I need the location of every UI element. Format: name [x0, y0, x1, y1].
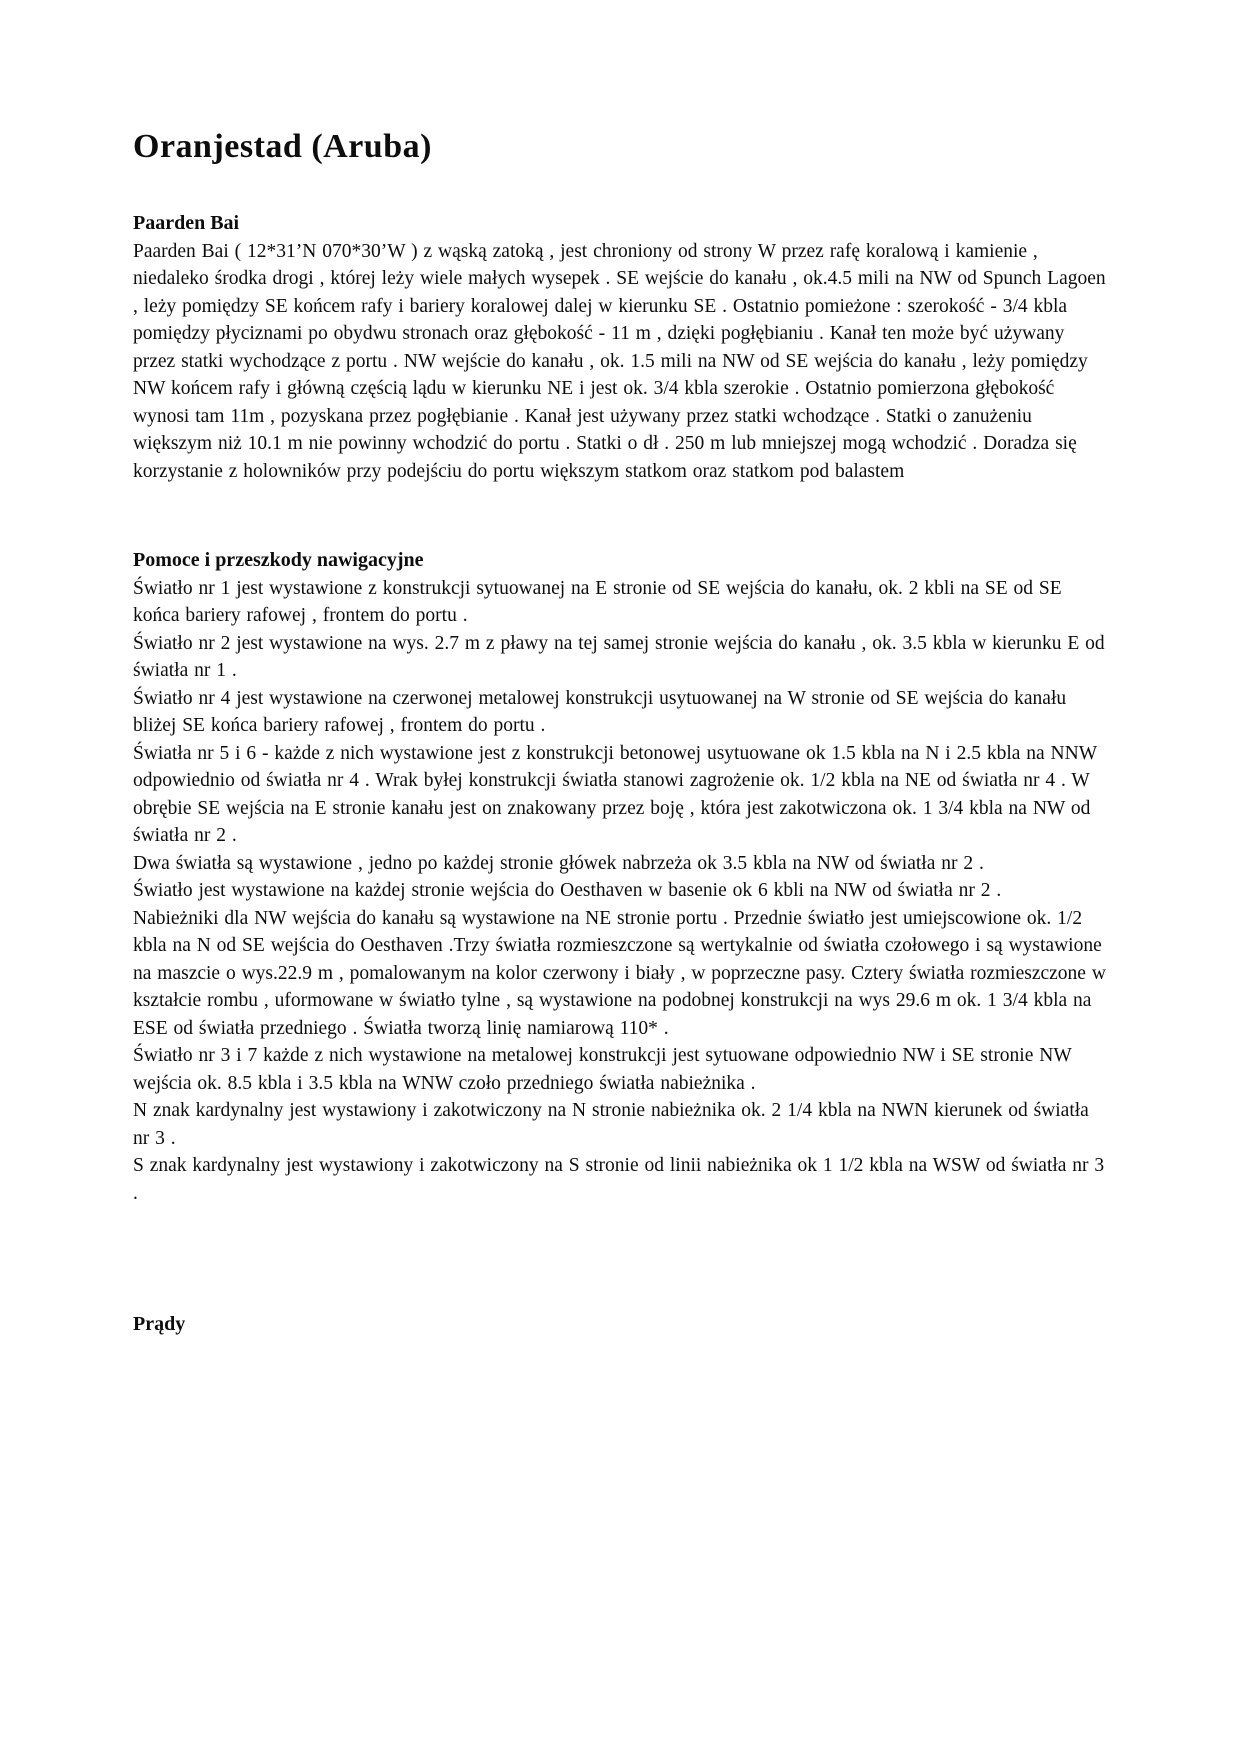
paragraph: Światło nr 3 i 7 każde z nich wystawione na metalowej konstrukcji jest sytuowane odpowiednio NW i SE stronie NW wejścia ok. 8.5 kbla i 3.5 kbla na WNW czoło przedniego światła nabieżnika .	[133, 1045, 1072, 1094]
paragraph: Nabieżniki dla NW wejścia do kanału są wystawione na NE stronie portu . Przednie światło jest umiejscowione ok. 1/2 kbla na N od SE wejścia do Oesthaven .Trzy światła rozmieszczone są wertykalnie od światła czołowego i są wystawione na maszcie o wys.22.9 m , pomalowanym na kolor czerwony i biały , w poprzeczne pasy. Cztery światła rozmieszczone w kształcie rombu , uformowane w światło tylne , są wystawione na podobnej konstrukcji na wys 29.6 m ok. 1 3/4 kbla na ESE od światła przedniego . Światła tworzą linię namiarową 110* .	[133, 907, 1106, 1039]
paragraph: Światło nr 4 jest wystawione na czerwonej metalowej konstrukcji usytuowanej na W stronie od SE wejścia do kanału bliżej SE końca bariery rafowej , frontem do portu .	[133, 687, 1067, 736]
section-heading-paarden-bai: Paarden Bai	[133, 212, 240, 234]
section-paarden-bai	[133, 210, 1110, 485]
paragraph: Światło nr 1 jest wystawione z konstrukcji sytuowanej na E stronie od SE wejścia do kanału, ok. 2 kbli na SE od SE końca bariery rafowej , frontem do portu .	[133, 577, 1062, 626]
paragraph: Paarden Bai ( 12*31’N 070*30’W ) z wąską zatoką , jest chroniony od strony W przez rafę koralową i kamienie , niedaleko środka drogi , której leży wiele małych wysepek . SE wejście do kanału , ok.4.5 mili na NW od Spunch Lagoen , leży pomiędzy SE końcem rafy i bariery koralowej dalej w kierunku SE . Ostatnio pomieżone : szerokość - 3/4 kbla pomiędzy płyciznami po obydwu stronach oraz głębokość - 11 m , dzięki pogłębianiu . Kanał ten może być używany przez statki wychodzące z portu . NW wejście do kanału , ok. 1.5 mili na NW od SE wejścia do kanału , leży pomiędzy NW końcem rafy i główną częścią lądu w kierunku NE i jest ok. 3/4 kbla szerokie . Ostatnio pomierzona głębokość wynosi tam 11m , pozyskana przez pogłębianie . Kanał jest używany przez statki wchodzące . Statki o zanużeniu większym niż 10.1 m nie powinny wchodzić do portu . Statki o dł . 250 m lub mniejszej mogą wchodzić . Doradza się korzystanie z holowników przy podejściu do portu większym statkom oraz statkom pod balastem	[133, 240, 1106, 482]
paragraph: S znak kardynalny jest wystawiony i zakotwiczony na S stronie od linii nabieżnika ok 1 1/2 kbla na WSW od światła nr 3 .	[133, 1155, 1105, 1204]
section-pomoce-nawigacyjne	[133, 547, 1110, 1207]
paragraph: Dwa światła są wystawione , jedno po każdej stronie główek nabrzeża ok 3.5 kbla na NW od światła nr 2 .	[133, 852, 984, 874]
section-heading-pomoce-nawigacyjne: Pomoce i przeszkody nawigacyjne	[133, 549, 424, 571]
section-heading-prady: Prądy	[133, 1313, 186, 1335]
paragraph: Światła nr 5 i 6 - każde z nich wystawione jest z konstrukcji betonowej usytuowane ok 1.5 kbla na N i 2.5 kbla na NNW odpowiednio od światła nr 4 . Wrak byłej konstrukcji światła stanowi zagrożenie ok. 1/2 kbla na NE od światła nr 4 . W obrębie SE wejścia na E stronie kanału jest on znakowany przez boję , która jest zakotwiczona ok. 1 3/4 kbla na NW od światła nr 2 .	[133, 742, 1097, 846]
paragraph: Światło nr 2 jest wystawione na wys. 2.7 m z pławy na tej samej stronie wejścia do kanału , ok. 3.5 kbla w kierunku E od światła nr 1 .	[133, 632, 1105, 681]
section-prady	[133, 1311, 1110, 1339]
paragraph: N znak kardynalny jest wystawiony i zakotwiczony na N stronie nabieżnika ok. 2 1/4 kbla na NWN kierunek od światła nr 3 .	[133, 1100, 1089, 1149]
page-title: Oranjestad (Aruba)	[133, 128, 432, 165]
paragraph: Światło jest wystawione na każdej stronie wejścia do Oesthaven w basenie ok 6 kbli na NW od światła nr 2 .	[133, 880, 1002, 901]
